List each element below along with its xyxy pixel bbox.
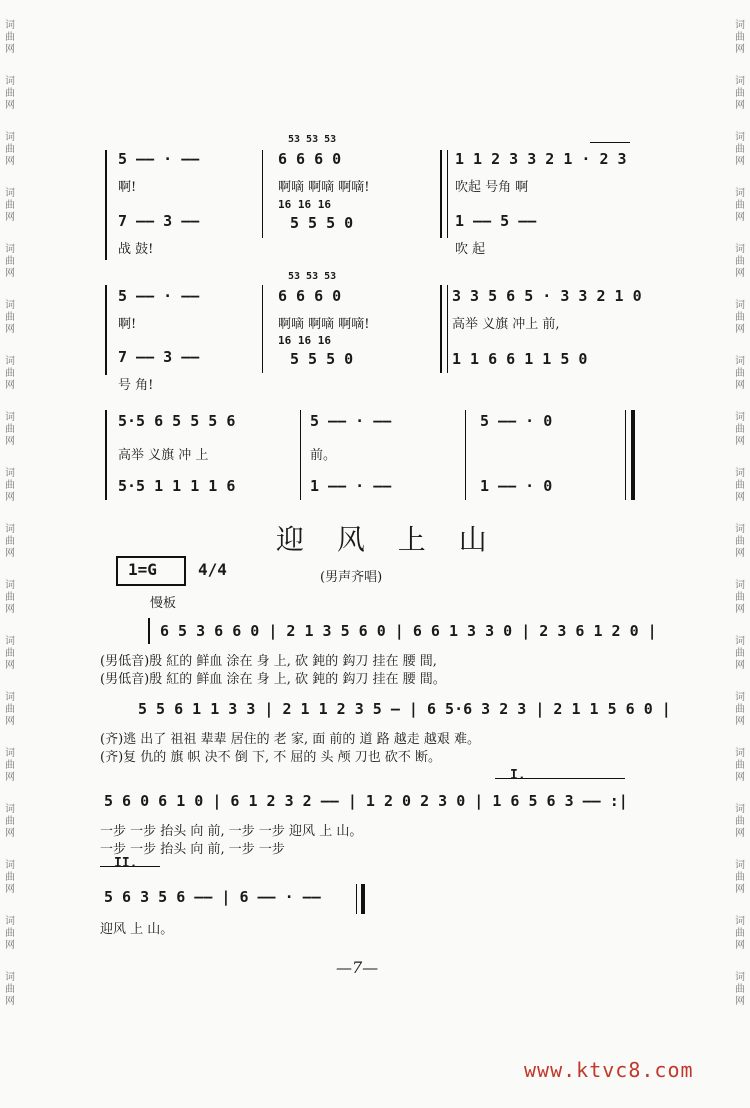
side-watermark-glyph: 网 <box>735 44 745 55</box>
score-notes: 3 3 5 6 5 · 3 3 2 1 0 <box>452 287 642 305</box>
side-watermark-glyph: 网 <box>5 772 15 783</box>
side-watermark-glyph: 词 <box>735 860 745 871</box>
score-notes: 5 —— · —— <box>118 287 200 305</box>
side-watermark-glyph: 曲 <box>735 200 745 211</box>
side-watermark-glyph: 词 <box>735 20 745 31</box>
side-watermark-glyph: 曲 <box>5 144 15 155</box>
side-watermark-glyph: 网 <box>5 548 15 559</box>
side-watermark-glyph: 词 <box>5 132 15 143</box>
score-notes: 5 —— · —— <box>310 412 392 430</box>
side-watermark-glyph: 曲 <box>735 648 745 659</box>
side-watermark-glyph: 词 <box>5 972 15 983</box>
side-watermark-glyph: 词 <box>735 76 745 87</box>
score-notes: 5·5 6 5 5 5 6 <box>118 412 236 430</box>
side-watermark-glyph: 词 <box>5 636 15 647</box>
side-watermark-glyph: 词 <box>5 468 15 479</box>
score-notes: 1 1 6 6 1 1 5 0 <box>452 350 588 368</box>
score-notes: 5 6 0 6 1 0 | 6 1 2 3 2 —— | 1 2 0 2 3 0 | 1 6 5 6 3 —— :| <box>104 792 628 810</box>
final-barline <box>356 884 357 914</box>
side-watermark-glyph: 网 <box>735 660 745 671</box>
side-watermark-glyph: 词 <box>735 748 745 759</box>
lyric: 啊! <box>118 180 137 195</box>
side-watermark-glyph: 词 <box>5 356 15 367</box>
score-notes: 6 6 6 0 <box>278 150 342 168</box>
page-number: —7— <box>336 958 379 977</box>
tempo-mark: 慢板 <box>150 596 177 611</box>
side-watermark-glyph: 网 <box>5 212 15 223</box>
side-watermark-glyph: 曲 <box>5 760 15 771</box>
score-notes: 7 —— 3 —— <box>118 348 200 366</box>
side-watermark-glyph: 曲 <box>5 424 15 435</box>
side-watermark-glyph: 词 <box>5 916 15 927</box>
side-watermark-glyph: 网 <box>735 828 745 839</box>
lyric: 高举 义旗 冲上 前, <box>452 317 560 332</box>
lyric: (男低音)殷 紅的 鲜血 涂在 身 上, 砍 鈍的 鈎刀 挂在 腰 間。 <box>100 672 446 687</box>
side-watermark-glyph: 网 <box>5 828 15 839</box>
score-notes: 5 5 5 0 <box>290 214 354 232</box>
lyric: 啊嘀 啊嘀 啊嘀! <box>278 317 370 332</box>
site-watermark: www.ktvc8.com <box>524 1058 694 1082</box>
side-watermark-glyph: 词 <box>735 916 745 927</box>
score-notes: 1 —— 5 —— <box>455 212 537 230</box>
side-watermark-glyph: 曲 <box>5 200 15 211</box>
side-watermark-glyph: 曲 <box>5 32 15 43</box>
side-watermark-glyph: 词 <box>735 300 745 311</box>
side-watermark-glyph: 网 <box>5 940 15 951</box>
side-watermark-glyph: 网 <box>735 996 745 1007</box>
side-watermark-glyph: 网 <box>5 100 15 111</box>
side-watermark-glyph: 词 <box>5 244 15 255</box>
side-watermark-glyph: 词 <box>735 972 745 983</box>
side-watermark-glyph: 曲 <box>5 704 15 715</box>
score-notes: 1 1 2 3 3 2 1 · 2 3 <box>455 150 627 168</box>
side-watermark-glyph: 词 <box>735 356 745 367</box>
side-watermark-glyph: 词 <box>735 636 745 647</box>
side-watermark-glyph: 曲 <box>5 928 15 939</box>
side-watermark-glyph: 曲 <box>735 256 745 267</box>
side-watermark-glyph: 词 <box>735 132 745 143</box>
side-watermark-glyph: 曲 <box>5 816 15 827</box>
side-watermark-glyph: 曲 <box>735 144 745 155</box>
side-watermark-glyph: 网 <box>5 996 15 1007</box>
lyric: 迎风 上 山。 <box>100 922 174 937</box>
system-bracket <box>105 150 107 260</box>
double-barline <box>447 150 448 238</box>
side-watermark-glyph: 词 <box>5 412 15 423</box>
score-notes: 6 5 3 6 6 0 | 2 1 3 5 6 0 | 6 6 1 3 3 0 | 2 3 6 1 2 0 | <box>160 622 657 640</box>
lyric: 号 角! <box>118 378 154 393</box>
lyric: (齐)复 仇的 旗 帜 决不 倒 下, 不 屈的 头 颅 刀也 砍不 断。 <box>100 750 441 765</box>
score-notes: 7 —— 3 —— <box>118 212 200 230</box>
lyric: 啊! <box>118 317 137 332</box>
final-barline <box>361 884 365 914</box>
score-notes: 5 6 3 5 6 —— | 6 —— · —— <box>104 888 321 906</box>
side-watermark-glyph: 曲 <box>5 256 15 267</box>
side-watermark-glyph: 曲 <box>5 984 15 995</box>
lyric: 前。 <box>310 448 337 463</box>
side-watermark-glyph: 网 <box>5 436 15 447</box>
barline <box>262 285 263 373</box>
lyric: 一步 一步 抬头 向 前, 一步 一步 <box>100 842 285 857</box>
volta-label: I. <box>510 768 526 783</box>
barline <box>262 150 263 238</box>
side-watermark-glyph: 网 <box>735 324 745 335</box>
side-watermark-glyph: 词 <box>735 580 745 591</box>
side-watermark-glyph: 曲 <box>735 704 745 715</box>
grace-notes: 53 53 53 <box>288 271 337 282</box>
grace-notes: 53 53 53 <box>288 134 337 145</box>
side-watermark-glyph: 词 <box>5 20 15 31</box>
side-watermark-glyph: 曲 <box>735 88 745 99</box>
side-watermark-glyph: 词 <box>5 76 15 87</box>
side-watermark-glyph: 词 <box>5 580 15 591</box>
side-watermark-glyph: 网 <box>735 772 745 783</box>
side-watermark-glyph: 词 <box>5 524 15 535</box>
side-watermark-glyph: 网 <box>5 324 15 335</box>
score-notes: 5 5 5 0 <box>290 350 354 368</box>
barline <box>465 410 466 500</box>
final-barline <box>631 410 635 500</box>
side-watermark-glyph: 网 <box>735 940 745 951</box>
side-watermark-glyph: 曲 <box>5 872 15 883</box>
side-watermark-glyph: 曲 <box>5 648 15 659</box>
side-watermark-glyph: 网 <box>5 604 15 615</box>
song-title: 迎 风 上 山 <box>276 523 499 556</box>
lyric: 啊嘀 啊嘀 啊嘀! <box>278 180 370 195</box>
side-watermark-glyph: 曲 <box>735 928 745 939</box>
side-watermark-glyph: 词 <box>5 860 15 871</box>
side-watermark-glyph: 网 <box>5 380 15 391</box>
side-watermark-glyph: 词 <box>735 524 745 535</box>
lyric: 高举 义旗 冲 上 <box>118 448 209 463</box>
lyric: 吹起 号角 啊 <box>455 180 529 195</box>
side-watermark-right <box>732 0 748 1108</box>
side-watermark-glyph: 曲 <box>5 88 15 99</box>
side-watermark-glyph: 曲 <box>5 368 15 379</box>
side-watermark-glyph: 曲 <box>5 536 15 547</box>
side-watermark-glyph: 词 <box>5 692 15 703</box>
side-watermark-glyph: 网 <box>735 268 745 279</box>
side-watermark-glyph: 网 <box>735 492 745 503</box>
double-barline <box>440 150 442 238</box>
side-watermark-glyph: 网 <box>735 380 745 391</box>
side-watermark-glyph: 网 <box>735 548 745 559</box>
final-barline <box>625 410 626 500</box>
side-watermark-glyph: 网 <box>5 44 15 55</box>
system-bracket <box>105 410 107 500</box>
side-watermark-glyph: 网 <box>735 212 745 223</box>
side-watermark-glyph: 曲 <box>735 536 745 547</box>
side-watermark-glyph: 网 <box>735 716 745 727</box>
double-barline <box>447 285 448 373</box>
side-watermark-glyph: 曲 <box>735 368 745 379</box>
score-notes: 5 —— · 0 <box>480 412 553 430</box>
lyric: 一步 一步 抬头 向 前, 一步 一步 迎风 上 山。 <box>100 824 363 839</box>
side-watermark-glyph: 曲 <box>5 592 15 603</box>
grace-notes: 16 16 16 <box>278 334 331 347</box>
score-notes: 5 —— · —— <box>118 150 200 168</box>
volta-label: II. <box>114 856 138 871</box>
side-watermark-glyph: 词 <box>5 300 15 311</box>
side-watermark-glyph: 网 <box>5 156 15 167</box>
double-barline <box>440 285 442 373</box>
side-watermark-glyph: 曲 <box>735 872 745 883</box>
side-watermark-glyph: 网 <box>735 884 745 895</box>
grace-notes: 16 16 16 <box>278 198 331 211</box>
lyric: 吹 起 <box>455 242 486 257</box>
side-watermark-glyph: 曲 <box>5 312 15 323</box>
score-notes: 5 5 6 1 1 3 3 | 2 1 1 2 3 5 — | 6 5·6 3 2 3 | 2 1 1 5 6 0 | <box>138 700 671 718</box>
score-notes: 1 —— · —— <box>310 477 392 495</box>
side-watermark-glyph: 网 <box>5 884 15 895</box>
side-watermark-glyph: 词 <box>735 804 745 815</box>
side-watermark-glyph: 词 <box>735 188 745 199</box>
performance-note: (男声齐唱) <box>320 570 383 585</box>
side-watermark-left <box>2 0 18 1108</box>
side-watermark-glyph: 曲 <box>5 480 15 491</box>
side-watermark-glyph: 网 <box>5 660 15 671</box>
side-watermark-glyph: 词 <box>5 748 15 759</box>
side-watermark-glyph: 词 <box>5 804 15 815</box>
side-watermark-glyph: 曲 <box>735 984 745 995</box>
lyric: (男低音)殷 紅的 鲜血 涂在 身 上, 砍 鈍的 鈎刀 挂在 腰 間, <box>100 654 437 669</box>
side-watermark-glyph: 词 <box>735 692 745 703</box>
barline <box>300 410 301 500</box>
side-watermark-glyph: 网 <box>5 268 15 279</box>
repeat-start <box>148 618 150 644</box>
side-watermark-glyph: 词 <box>735 244 745 255</box>
side-watermark-glyph: 网 <box>735 604 745 615</box>
side-watermark-glyph: 网 <box>735 436 745 447</box>
side-watermark-glyph: 网 <box>735 156 745 167</box>
side-watermark-glyph: 曲 <box>735 816 745 827</box>
key-signature: 1=G <box>128 560 157 579</box>
system-bracket <box>105 285 107 375</box>
side-watermark-glyph: 网 <box>5 716 15 727</box>
side-watermark-glyph: 曲 <box>735 32 745 43</box>
side-watermark-glyph: 词 <box>735 468 745 479</box>
time-signature: 4/4 <box>198 560 227 579</box>
score-notes: 5·5 1 1 1 1 6 <box>118 477 236 495</box>
score-notes: 6 6 6 0 <box>278 287 342 305</box>
side-watermark-glyph: 曲 <box>735 480 745 491</box>
lyric: (齐)逃 出了 祖祖 辈辈 居住的 老 家, 面 前的 道 路 越走 越艰 难。 <box>100 732 480 747</box>
side-watermark-glyph: 曲 <box>735 424 745 435</box>
side-watermark-glyph: 曲 <box>735 760 745 771</box>
score-notes: 1 —— · 0 <box>480 477 553 495</box>
slur <box>590 142 630 143</box>
side-watermark-glyph: 曲 <box>735 592 745 603</box>
side-watermark-glyph: 网 <box>5 492 15 503</box>
side-watermark-glyph: 曲 <box>735 312 745 323</box>
lyric: 战 鼓! <box>118 242 154 257</box>
side-watermark-glyph: 词 <box>5 188 15 199</box>
side-watermark-glyph: 词 <box>735 412 745 423</box>
side-watermark-glyph: 网 <box>735 100 745 111</box>
